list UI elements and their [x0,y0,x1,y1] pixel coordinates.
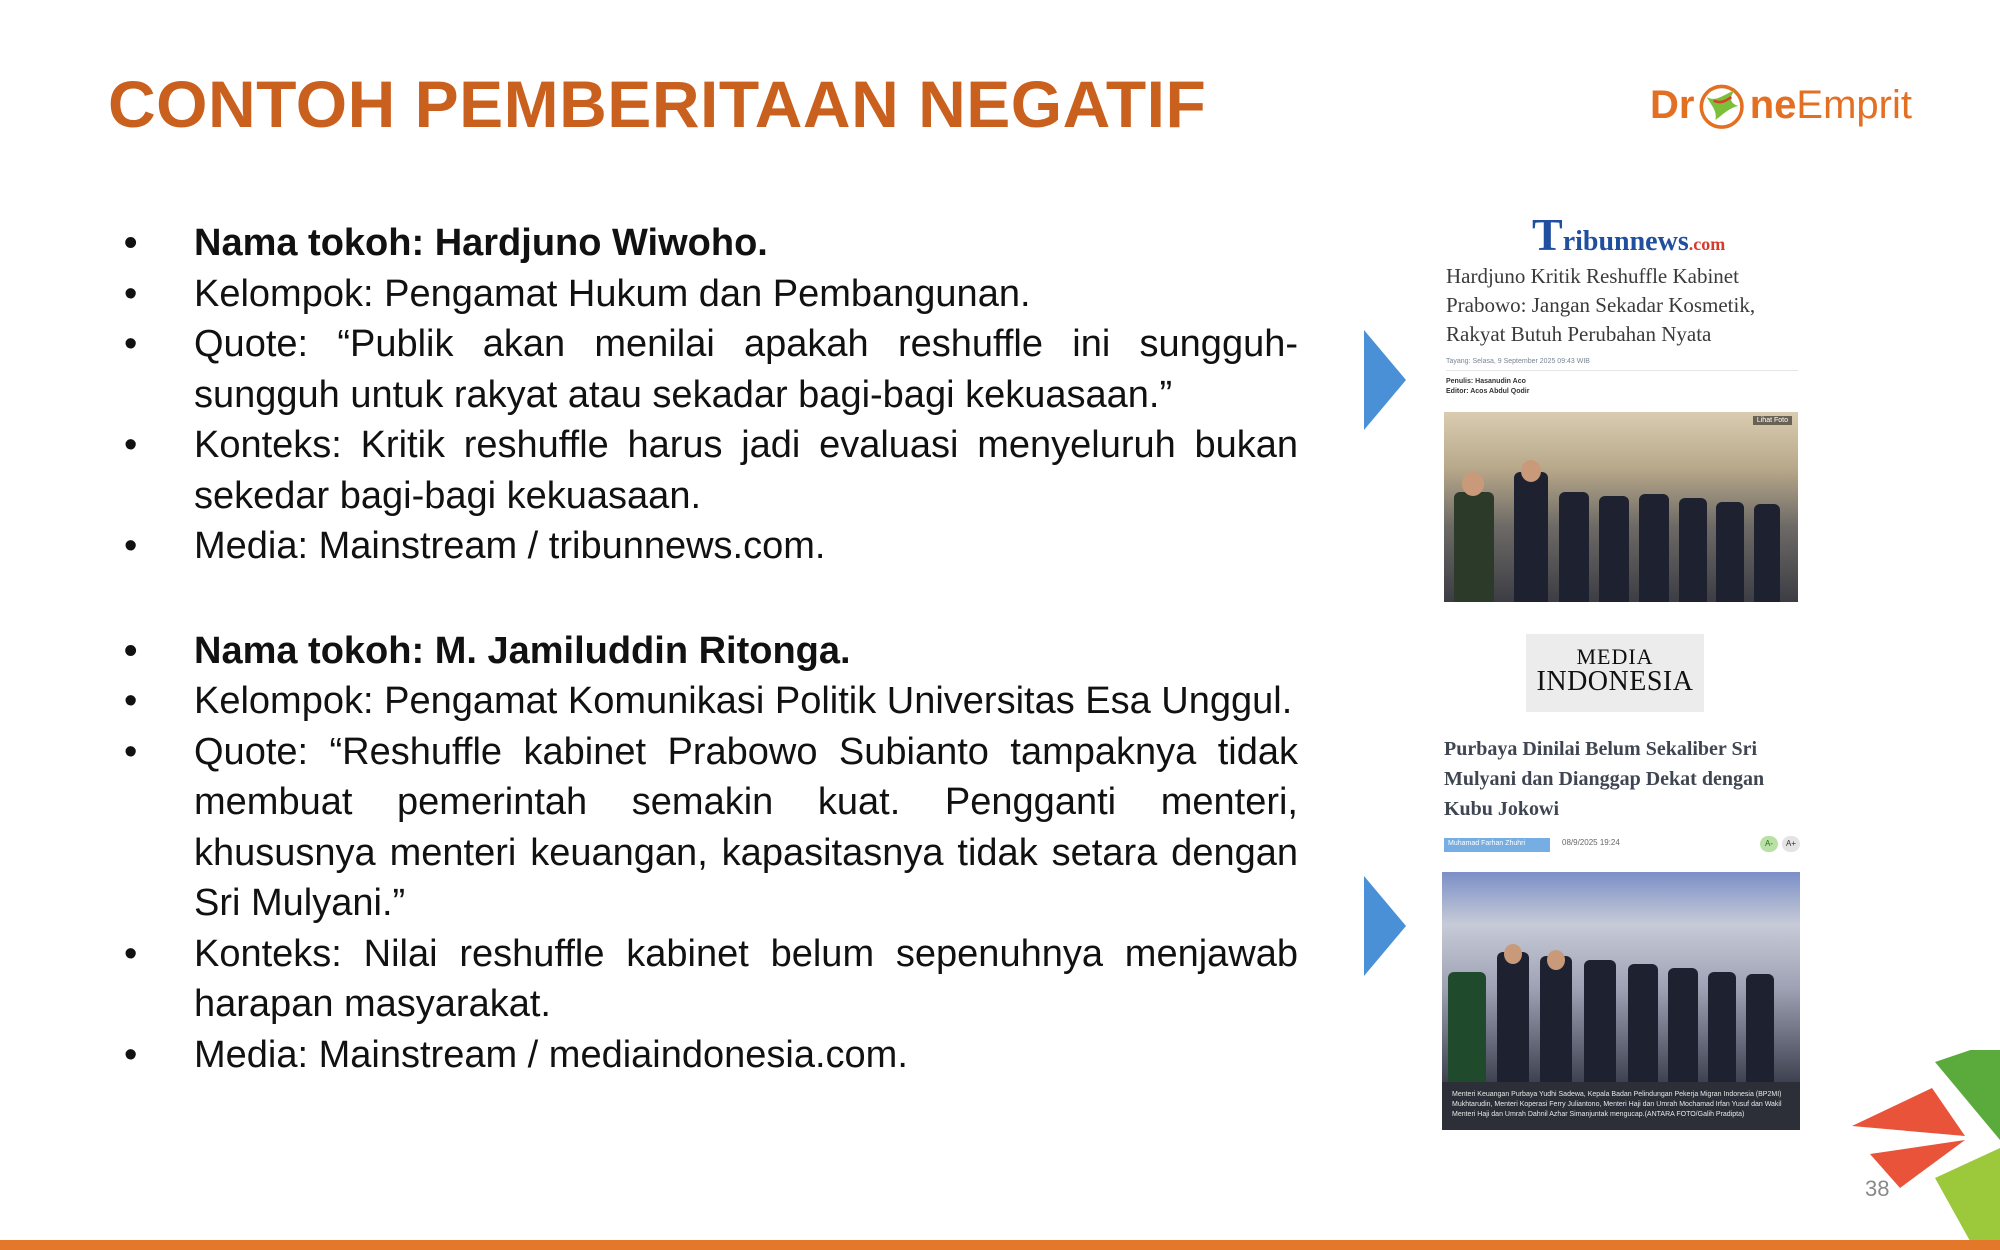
photo-figure [1540,956,1572,1082]
font-decrease-button: A- [1760,836,1778,852]
photo-figure [1584,960,1616,1082]
page-number: 38 [1865,1176,1890,1201]
photo-figure [1462,472,1484,496]
bullet-dot: • [124,323,138,365]
logo-text-dr: Dr [1650,82,1695,127]
bullet-list [124,218,1298,1080]
photo-figure [1521,460,1541,482]
bottom-accent-bar [0,1240,2000,1250]
bullet-item [124,269,1298,320]
article-editor: Editor: Acos Abdul Qodir [1446,388,1530,395]
bullet-dot: • [124,424,138,466]
tribunnews-article-screenshot [1440,200,1802,605]
logo-text-ne: ne [1749,82,1797,127]
photo-tag: Lihat Foto [1753,416,1792,425]
photo-figure [1716,502,1744,602]
divider [1446,370,1798,371]
bullet-text: Nama tokoh: M. Jamiluddin Ritonga. [194,629,851,672]
photo-figure [1746,974,1774,1082]
drone-emprit-logo [1650,68,1912,142]
corner-decoration-icon [1840,1050,2000,1250]
bullet-dot: • [124,629,138,672]
article-date: 08/9/2025 19:24 [1562,838,1620,847]
article-headline: Hardjuno Kritik Reshuffle Kabinet Prabowo: Jangan Sekadar Kosmetik, Rakyat Butuh Perubahan Nyata [1446,264,1756,346]
author-badge [1444,838,1550,852]
photo-figure [1754,504,1780,602]
article-date: Tayang: Selasa, 9 September 2025 09:43 WIB [1446,358,1590,365]
photo-figure [1454,492,1494,602]
bullet-item [124,218,1298,269]
mi-logo-line1: MEDIA [1576,644,1654,669]
tribun-logo-com: .com [1688,234,1726,254]
author-name: Muhamad Farhan Zhuhri [1448,840,1526,847]
photo-figure [1514,472,1548,602]
photo-figure [1497,952,1529,1082]
bullet-item [124,929,1298,1030]
bullet-text: Quote: “Publik akan menilai apakah reshuffle ini sungguh-sungguh untuk rakyat atau sekadar bagi-bagi kekuasaan.” [194,323,1298,416]
bullet-dot: • [124,730,138,773]
bullet-text: Kelompok: Pengamat Hukum dan Pembangunan. [194,272,1031,315]
photo-figure [1668,968,1698,1082]
pointer-arrow-icon [1364,330,1406,430]
bullet-item [124,319,1298,420]
bullet-dot: • [124,680,138,722]
bullet-text: Konteks: Kritik reshuffle harus jadi evaluasi menyeluruh bukan sekedar bagi-bagi kekuasaan. [194,424,1298,517]
bullet-text: Nama tokoh: Hardjuno Wiwoho. [194,222,768,264]
article-photo [1442,872,1800,1082]
media-indonesia-logo [1526,634,1704,712]
slide-title: CONTOH PEMBERITAAN NEGATIF [108,67,1207,141]
bullet-item [124,521,1298,572]
bullet-dot: • [124,525,138,567]
pointer-arrow-icon [1364,876,1406,976]
drone-bird-icon [1696,76,1747,134]
photo-figure [1708,972,1736,1082]
bullet-text: Media: Mainstream / tribunnews.com. [194,525,826,567]
bullet-dot: • [124,272,138,315]
bullet-dot: • [124,932,138,975]
bullet-item [124,420,1298,521]
bullet-item [124,727,1298,929]
photo-figure [1679,498,1707,602]
bullet-dot: • [124,222,138,264]
bullet-text: Quote: “Reshuffle kabinet Prabowo Subianto tampaknya tidak membuat pemerintah semakin kuat. Pengganti menteri, khususnya menteri keuangan, kapasitasnya tidak setara dengan Sri Mulyani.” [194,730,1298,924]
bullet-text: Kelompok: Pengamat Komunikasi Politik Universitas Esa Unggul. [194,680,1293,722]
photo-caption: Menteri Keuangan Purbaya Yudhi Sadewa, Kepala Badan Pelindungan Pekerja Migran Indonesia (BP2MI) Mukhtarudin, Menteri Koperasi Ferry Juliantono, Menteri Haji dan Umrah Mochamad Irfan Yusuf dan Wakil Menteri Haji dan Umrah Dahnil Azhar Simanjuntak mengucap.(ANTARA FOTO/Galih Pradipta) [1442,1082,1800,1130]
photo-figure [1504,944,1522,964]
photo-figure [1599,496,1629,602]
group-spacer [124,572,1298,626]
bullet-text: Media: Mainstream / mediaindonesia.com. [194,1033,908,1076]
logo-text-emprit: Emprit [1796,82,1912,127]
bullet-text: Konteks: Nilai reshuffle kabinet belum sepenuhnya menjawab harapan masyarakat. [194,932,1298,1025]
font-increase-button: A+ [1782,836,1800,852]
photo-figure [1628,964,1658,1082]
tribun-logo-t: T [1532,209,1563,260]
bullet-item [124,626,1298,677]
bullet-dot: • [124,1033,138,1076]
article-headline: Purbaya Dinilai Belum Sekaliber Sri Mulyani dan Dianggap Dekat dengan Kubu Jokowi [1444,738,1765,820]
bullet-item [124,676,1298,727]
article-photo [1444,412,1798,602]
mi-logo-line2: INDONESIA [1536,666,1694,697]
photo-figure [1639,494,1669,602]
photo-figure [1448,972,1486,1082]
photo-figure [1547,950,1565,970]
mediaindonesia-article-screenshot [1440,730,1802,1150]
tribunnews-logo [1532,208,1725,261]
article-author: Penulis: Hasanudin Aco [1446,378,1526,385]
bullet-item [124,1030,1298,1081]
tribun-logo-name: ribunnews [1562,226,1689,257]
photo-figure [1559,492,1589,602]
